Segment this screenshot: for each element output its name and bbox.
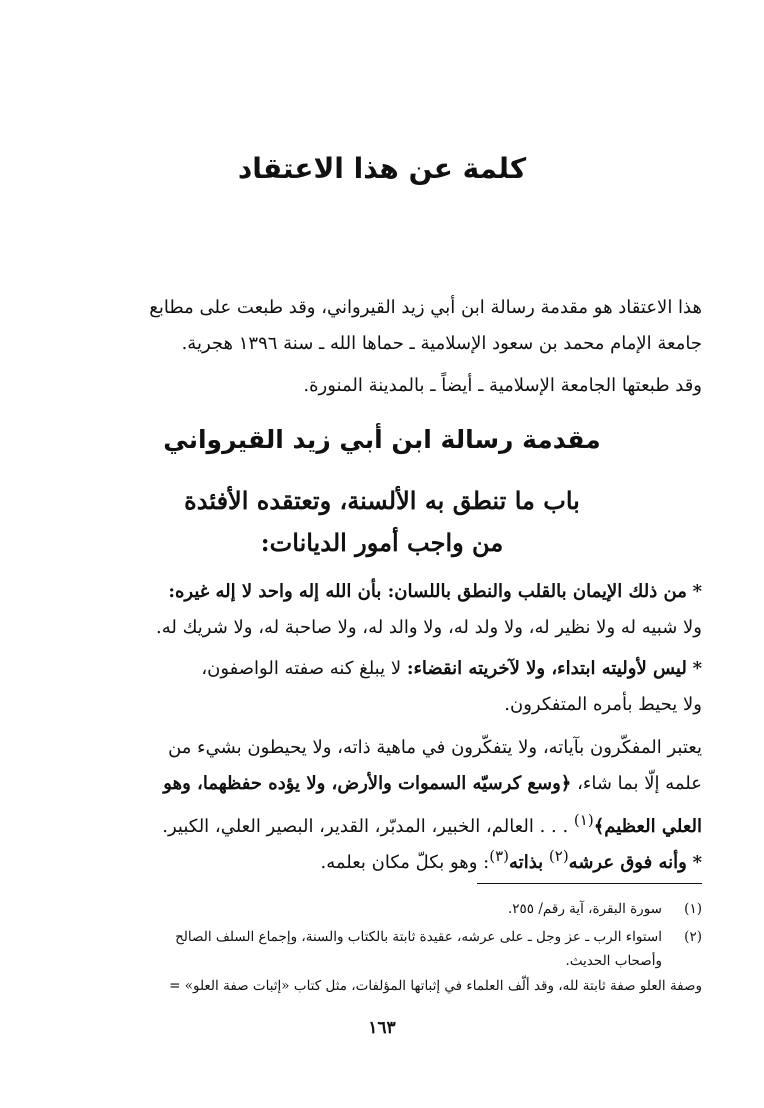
page-heading: كلمة عن هذا الاعتقاد <box>237 152 527 185</box>
paragraph-4-rest: : وهو بكلّ مكان بعلمه. <box>320 852 490 873</box>
intro-paragraph <box>62 290 702 362</box>
paragraph-2-bold: ليس لأوليته ابتداء، ولا لآخريته انقضاء: <box>406 658 687 679</box>
footnote-2-continued: وأصحاب الحديث. <box>565 953 662 969</box>
paragraph-3-plain: علمه إلّا بما شاء، <box>577 773 702 794</box>
footnote-text: استواء الرب ـ عز وجل ـ على عرشه، عقيدة ثابتة بالكتاب والسنة، وإجماع السلف الصالح <box>175 929 662 945</box>
body-paragraph-1 <box>62 574 702 646</box>
asterisk-marker: * <box>692 852 702 873</box>
paragraph-1-line-2: ولا شبيه له ولا نظير له، ولا ولد له، ولا والد له، ولا صاحبة له، ولا شريك له. <box>156 617 702 638</box>
chapter-title <box>0 480 764 564</box>
paragraph-4-bold: وأنه فوق عرشه <box>568 852 687 873</box>
footnote-number: (٢) <box>684 929 702 945</box>
asterisk-marker: * <box>692 658 702 679</box>
paragraph-3-line-1: يعتبر المفكّرون بآياته، ولا يتفكّرون في ماهية ذاته، ولا يحيطون بشيء من <box>168 737 702 758</box>
chapter-title-line-1: باب ما تنطق به الألسنة، وتعتقده الأفئدة <box>184 486 580 515</box>
intro-line-2: جامعة الإمام محمد بن سعود الإسلامية ـ حماها الله ـ سنة ١٣٩٦ هجرية. <box>181 333 702 354</box>
body-paragraph-3 <box>62 730 702 845</box>
divine-names: . . . العالم، الخبير، المدبّر، القدير، البصير العلي، الكبير. <box>162 816 569 837</box>
chapter-title-line-2: من واجب أمور الديانات: <box>260 528 504 557</box>
section-subheading: مقدمة رسالة ابن أبي زيد القيرواني <box>163 425 601 454</box>
footnote-3: وصفة العلو صفة ثابتة لله، وقد ألّف العلماء في إثباتها المؤلفات، مثل كتاب «إثبات صفة العلو» = <box>169 978 702 994</box>
paragraph-2-line-2: ولا يحيط بأمره المتفكرون. <box>504 694 702 715</box>
footnote-1 <box>62 897 702 921</box>
paragraph-1-bold: من ذلك الإيمان بالقلب والنطق باللسان: بأن الله إله واحد لا إله غيره: <box>168 581 687 602</box>
footnote-ref-3: (٣) <box>489 847 510 865</box>
intro-line-1: هذا الاعتقاد هو مقدمة رسالة ابن أبي زيد القيرواني، وقد طبعت على مطابع <box>149 297 702 318</box>
intro-note: وقد طبعتها الجامعة الإسلامية ـ أيضاً ـ بالمدينة المنورة. <box>303 375 702 396</box>
quran-verse: ﴿وسع كرسيّه السموات والأرض، ولا يؤده حفظهما، وهو <box>163 773 572 794</box>
footnote-number: (١) <box>684 901 702 917</box>
footnote-text: سورة البقرة، آية رقم/ ٢٥٥. <box>507 901 662 917</box>
paragraph-2-rest: لا يبلغ كنه صفته الواصفون، <box>201 658 402 679</box>
quran-verse-end: العلي العظيم﴾ <box>593 816 702 837</box>
body-paragraph-4 <box>62 838 702 881</box>
paragraph-2-line-1 <box>62 651 702 687</box>
footnote-ref-2: (٢) <box>548 847 569 865</box>
paragraph-3-line-2 <box>62 766 702 802</box>
body-paragraph-2 <box>62 651 702 723</box>
footnote-2 <box>62 925 702 949</box>
asterisk-marker: * <box>692 581 702 602</box>
footnote-ref-1: (١) <box>573 811 594 829</box>
paragraph-4-bold-2: بذاته <box>509 852 544 873</box>
footnote-divider <box>477 883 702 884</box>
page-number: ١٦٣ <box>368 1018 396 1038</box>
paragraph-1-line-1 <box>62 574 702 610</box>
